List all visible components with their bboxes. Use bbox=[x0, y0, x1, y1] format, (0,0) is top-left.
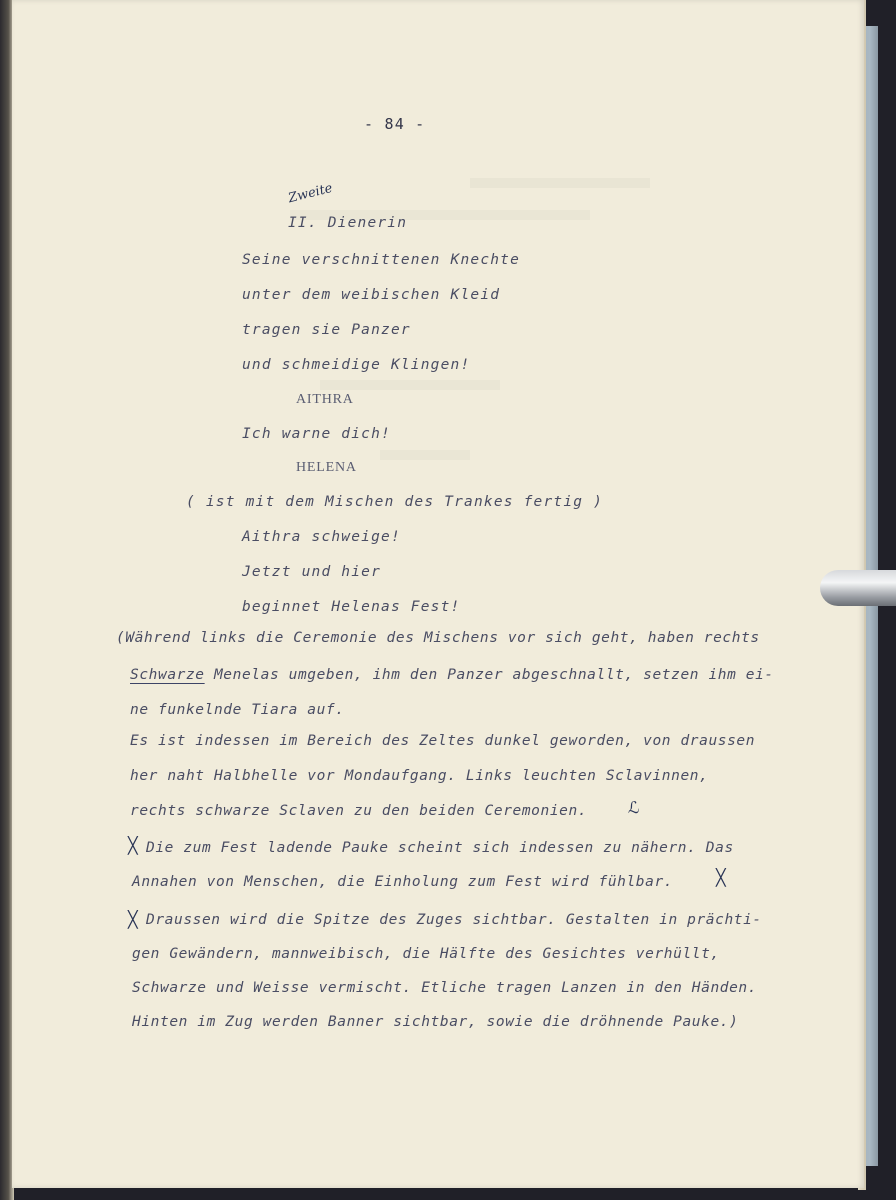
verse-line: beginnet Helenas Fest! bbox=[242, 599, 461, 615]
speaker-name: II. Dienerin bbox=[288, 215, 408, 231]
stage-direction-line: Annahen von Menschen, die Einholung zum Fest wird fühlbar. bbox=[132, 874, 674, 890]
stage-direction-line: Schwarze und Weisse vermischt. Etliche tragen Lanzen in den Händen. bbox=[132, 980, 758, 996]
stage-direction-line: (Während links die Ceremonie des Mischens vor sich geht, haben rechts bbox=[116, 630, 760, 646]
stage-direction-line: gen Gewändern, mannweibisch, die Hälfte des Gesichtes verhüllt, bbox=[132, 946, 720, 962]
insertion-mark: ╳ bbox=[128, 910, 138, 929]
stage-direction-line: Hinten im Zug werden Banner sichtbar, sowie die dröhnende Pauke.) bbox=[132, 1014, 739, 1030]
stage-direction-line: her naht Halbhelle vor Mondaufgang. Links leuchten Sclavinnen, bbox=[130, 768, 709, 784]
stage-direction-text: Menelas umgeben, ihm den Panzer abgeschnallt, setzen ihm ei- bbox=[204, 667, 774, 683]
underlined-word: Schwarze bbox=[130, 667, 205, 683]
insertion-mark: ╳ bbox=[128, 836, 138, 855]
verse-line: Seine verschnittenen Knechte bbox=[242, 252, 521, 268]
speaker-name: HELENA bbox=[296, 460, 357, 475]
insertion-mark: ℒ bbox=[628, 798, 640, 817]
verse-line: tragen sie Panzer bbox=[242, 322, 411, 338]
show-through-mark bbox=[380, 450, 470, 460]
stage-direction-line: Die zum Fest ladende Pauke scheint sich indessen zu nähern. Das bbox=[146, 840, 734, 856]
stage-direction-line: Draussen wird die Spitze des Zuges sichtbar. Gestalten in prächti- bbox=[146, 912, 762, 928]
verse-line: Jetzt und hier bbox=[242, 564, 382, 580]
stage-direction-line: ne funkelnde Tiara auf. bbox=[130, 702, 345, 718]
verse-line: unter dem weibischen Kleid bbox=[242, 287, 501, 303]
verse-line: Aithra schweige! bbox=[242, 529, 401, 545]
metal-clip bbox=[820, 570, 896, 606]
handwritten-correction: Zweite bbox=[286, 180, 335, 207]
show-through-mark bbox=[470, 178, 650, 188]
stage-direction-inline: ( ist mit dem Mischen des Trankes fertig ) bbox=[186, 494, 604, 510]
stage-direction-line bbox=[130, 665, 774, 685]
stage-direction-line: Es ist indessen im Bereich des Zeltes dunkel geworden, von draussen bbox=[130, 733, 756, 749]
speaker-name: AITHRA bbox=[296, 392, 354, 407]
insertion-mark: ╳ bbox=[716, 868, 726, 887]
show-through-mark bbox=[320, 380, 500, 390]
paper-page bbox=[12, 0, 864, 1188]
page-number: - 84 - bbox=[364, 115, 426, 133]
stage-direction-line: rechts schwarze Sclaven zu den beiden Ceremonien. bbox=[130, 803, 588, 819]
verse-line: und schmeidige Klingen! bbox=[242, 357, 471, 373]
verse-line: Ich warne dich! bbox=[242, 426, 391, 442]
